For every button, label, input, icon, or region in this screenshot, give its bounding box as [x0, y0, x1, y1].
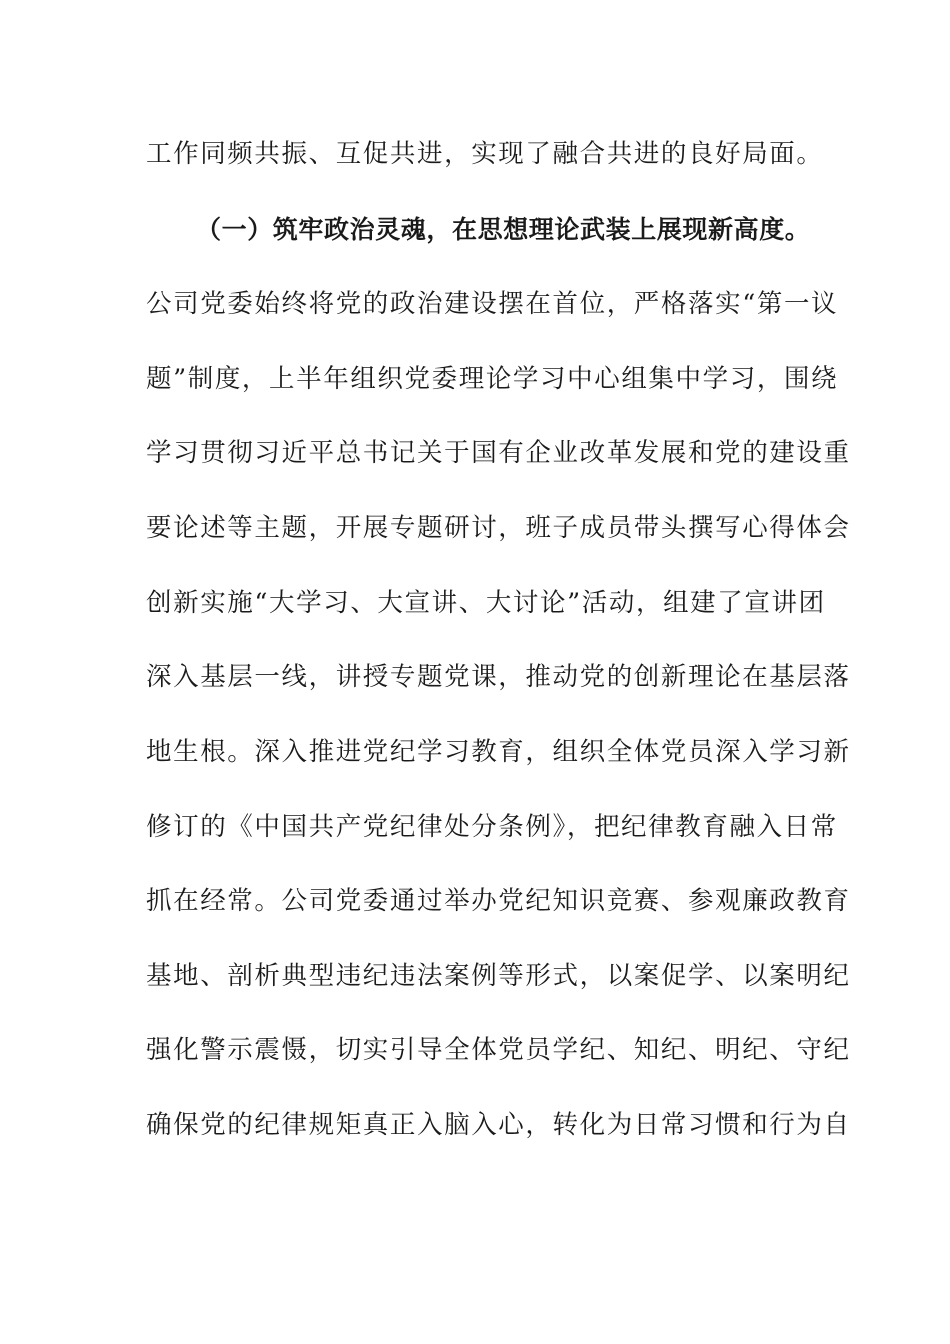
paragraph-line: 基地、剖析典型违纪违法案例等形式，以案促学、以案明纪 — [146, 961, 851, 991]
paragraph-line: 深入基层一线，讲授专题党课，推动党的创新理论在基层落 — [146, 662, 851, 692]
paragraph-line: 修订的《中国共产党纪律处分条例》，把纪律教育融入日常 — [146, 812, 838, 842]
paragraph-line: 要论述等主题，开展专题研讨，班子成员带头撰写心得体会 — [146, 513, 851, 543]
paragraph-line: 工作同频共振、互促共进，实现了融合共进的良好局面。 — [146, 139, 824, 169]
paragraph-line: 学习贯彻习近平总书记关于国有企业改革发展和党的建设重 — [146, 438, 851, 468]
paragraph-line: 抓在经常。公司党委通过举办党纪知识竞赛、参观廉政教育 — [146, 886, 851, 916]
paragraph-line: 确保党的纪律规矩真正入脑入心，转化为日常习惯和行为自 — [146, 1110, 851, 1140]
paragraph-line: 地生根。深入推进党纪学习教育，组织全体党员深入学习新 — [146, 737, 851, 767]
paragraph-line: 公司党委始终将党的政治建设摆在首位，严格落实“第一议 — [146, 289, 839, 319]
paragraph-line: 题”制度，上半年组织党委理论学习中心组集中学习，围绕 — [146, 364, 839, 394]
section-heading: （一）筑牢政治灵魂，在思想理论武装上展现新高度。 — [196, 215, 811, 244]
paragraph-line: 创新实施“大学习、大宣讲、大讨论”活动，组建了宣讲团 — [146, 588, 826, 618]
paragraph-line: 强化警示震慑，切实引导全体党员学纪、知纪、明纪、守纪 — [146, 1035, 851, 1065]
